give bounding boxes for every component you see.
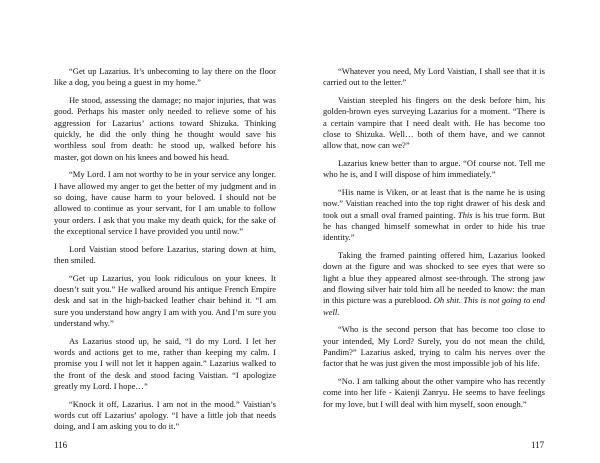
italic-thought: Oh shit. This is not going to end well. [323, 295, 545, 317]
paragraph: “Who is the second person that has become too close to your intended, My Lord? Surely, you do not mean the child, Pandim?” Lazarius asked, trying to calm his nerves over the factor that he was just given the most impossible job of his life. [323, 324, 545, 369]
paragraph-text: is his true form. But he has changed himself somewhat in order to hide his true identity.” [323, 209, 546, 243]
paragraph: “Get up Lazarius. It’s unbecoming to lay there on the floor like a dog, you being a guest in my home.” [54, 66, 276, 88]
paragraph [323, 250, 545, 318]
paragraph: “Get up Lazarius, you look ridiculous on your knees. It doesn’t suit you.” He walked around his antique French Empire desk and sat in the high-backed leather chair behind it. “I am sure you understand how angry I am with you. And I’m sure you understand why.” [54, 272, 276, 328]
right-page [323, 66, 545, 417]
page-number: 117 [531, 440, 545, 450]
paragraph: As Lazarius stood up, he said, “I do my Lord. I let her words and actions get to me, rather than keeping my calm. I promise you I will not let it happen again.” Lazarius walked to the front of the desk and stood facing Vaistian. “I apologize greatly my Lord. I hope…” [54, 335, 276, 391]
left-page [54, 66, 276, 439]
paragraph: “No. I am talking about the other vampire who has recently come into her life - Kaienji Zanryu. He seems to have feelings for my love, but I will deal with him myself, soon enough.” [323, 376, 545, 409]
paragraph: Lord Vaistian stood before Lazarius, staring down at him, then smiled. [54, 243, 276, 265]
paragraph: “Whatever you need, My Lord Vaistian, I shall see that it is carried out to the letter.” [323, 66, 545, 88]
paragraph-text: Taking the framed painting offered him, Lazarius looked down at the figure and was shocked to see eyes that were so light a blue they appeared almost see-through. The strong jaw and flowing silver hair told him all he needed to know: the man in this picture was a pureblood. [323, 250, 545, 306]
paragraph: He stood, assessing the damage; no major injuries, that was good. Perhaps his master only needed to relieve some of his aggression for Lazarius’ actions toward Shizuka. Thinking quickly, he did the only thing he thought would save his worthless soul from death: he stood up, walked before his master, got down on his knees and bowed his head. [54, 95, 276, 162]
paragraph: “My Lord. I am not worthy to be in your service any longer. I have allowed my anger to get the better of my judgment and in so doing, have cause harm to your beloved. I should not be allowed to continue as your servant, for I am unable to follow your orders. I ask that you make my death quick, for the sake of the exceptional service I have provided you until now.” [54, 169, 276, 236]
paragraph: Lazarius knew better than to argue. “Of course not. Tell me who he is, and I will dispose of him immediately.” [323, 158, 545, 180]
paragraph-text: “His name is Viken, or at least that is the name he is using now.” Vaistian reached into the top right drawer of his desk and took out a small oval framed painting. [323, 187, 545, 220]
page-number: 116 [54, 440, 68, 450]
paragraph: Vaistian steepled his fingers on the desk before him, his golden-brown eyes surveying Lazarius for a moment. “There is a certain vampire that I need dealt with. He has become too close to Shizuka. Well… both of them have, and we cannot allow that, now can we?” [323, 95, 545, 151]
paragraph [323, 187, 545, 243]
paragraph: “Knock it off, Lazarius. I am not in the mood.” Vaistian’s words cut off Lazarius’ apology. “I have a little job that needs doing, and I am asking you to do it.” [54, 398, 276, 432]
italic-word: This [457, 209, 473, 220]
